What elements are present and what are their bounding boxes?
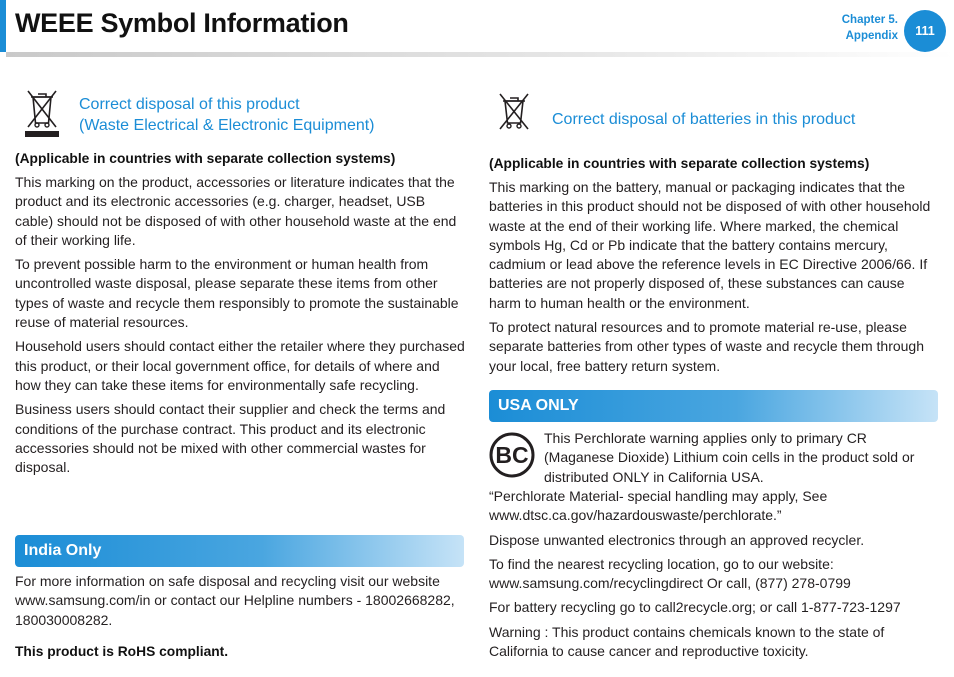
- usa-paragraph-4: To find the nearest recycling location, go to our website: www.samsung.com/recyclingdirect Or call, (877) 278-0799: [489, 555, 851, 592]
- weee-paragraphs: [15, 173, 465, 477]
- chapter-label: [842, 12, 898, 44]
- bc-battery-logo-icon: [489, 432, 535, 478]
- page-number-badge: 111: [904, 10, 946, 52]
- usa-paragraph-5: For battery recycling go to call2recycle.org; or call 1-877-723-1297: [489, 599, 901, 616]
- weee-paragraph-2: To prevent possible harm to the environment or human health from uncontrolled waste disposal, please separate these items from other types of waste and recycle them responsibly to promote the sustainable reuse of material resources.: [15, 256, 459, 331]
- battery-paragraph-1: This marking on the battery, manual or packaging indicates that the batteries in this product should not be disposed of with other household waste at the end of their working life. Where marked, the chemical symbols Hg, Cd or Pb indicate that the battery contains mercury, cadmium or lead above the reference levels in EC Directive 2006/66. If batteries are not properly disposed of, these substances can cause harm to human health or the environment.: [489, 179, 931, 311]
- chapter-label-line1: Chapter 5.: [841, 14, 898, 26]
- battery-paragraphs: [489, 178, 938, 376]
- usa-paragraph-2: “Perchlorate Material- special handling may apply, See www.dtsc.ca.gov/hazardouswaste/perchlorate.”: [489, 488, 828, 524]
- usa-paragraph-3: Dispose unwanted electronics through an approved recycler.: [489, 531, 865, 548]
- chapter-label-line2: Appendix: [845, 30, 898, 42]
- india-paragraph: For more information on safe disposal and recycling visit our website www.samsung.com/in or contact our Helpline numbers - 18002668282, 180030008282.: [15, 573, 455, 628]
- crossed-bin-icon: [25, 87, 59, 139]
- weee-paragraph-3: Household users should contact either the retailer where they purchased this product, or their local government office, for details of where and how they can take these items for environmentally safe recycling.: [15, 338, 465, 393]
- header-accent-bar: [0, 0, 6, 52]
- crossed-bin-battery-icon: [497, 91, 531, 131]
- weee-paragraph-4: Business users should contact their supplier and check the terms and conditions of the purchase contract. This product and its electronic accessories should not be mixed with other commercial wastes for disposal.: [15, 401, 446, 476]
- weee-title-line2: (Waste Electrical & Electronic Equipment): [79, 117, 375, 134]
- battery-section-title: Correct disposal of batteries in this product: [552, 111, 856, 128]
- header-divider: [6, 52, 954, 57]
- weee-section-title: [79, 94, 459, 136]
- weee-title-line1: Correct disposal of this product: [79, 96, 300, 113]
- usa-paragraph-6: Warning : This product contains chemicals known to the state of California to cause cancer and reproductive toxicity.: [489, 623, 885, 660]
- india-only-banner: India Only: [15, 535, 464, 567]
- usa-paragraph-1: This Perchlorate warning applies only to primary CR (Maganese Dioxide) Lithium coin cells in the product sold or distributed ONLY in California USA.: [544, 430, 915, 485]
- usa-paragraphs: [489, 487, 938, 661]
- bc-logo-text: BC: [495, 442, 529, 468]
- battery-applicable-note: (Applicable in countries with separate collection systems): [489, 156, 870, 171]
- rohs-note: This product is RoHS compliant.: [15, 644, 229, 659]
- battery-paragraph-2: To protect natural resources and to promote material re-use, please separate batteries from other types of waste and recycle them through your local, free battery return system.: [489, 319, 925, 374]
- page-title: WEEE Symbol Information: [15, 8, 349, 38]
- weee-applicable-note: (Applicable in countries with separate collection systems): [15, 151, 396, 166]
- weee-paragraph-1: This marking on the product, accessories or literature indicates that the product and its electronic accessories (e.g. charger, headset, USB cable) should not be disposed of with other household waste at the end of their working life.: [15, 174, 457, 248]
- usa-only-banner: USA ONLY: [489, 390, 938, 422]
